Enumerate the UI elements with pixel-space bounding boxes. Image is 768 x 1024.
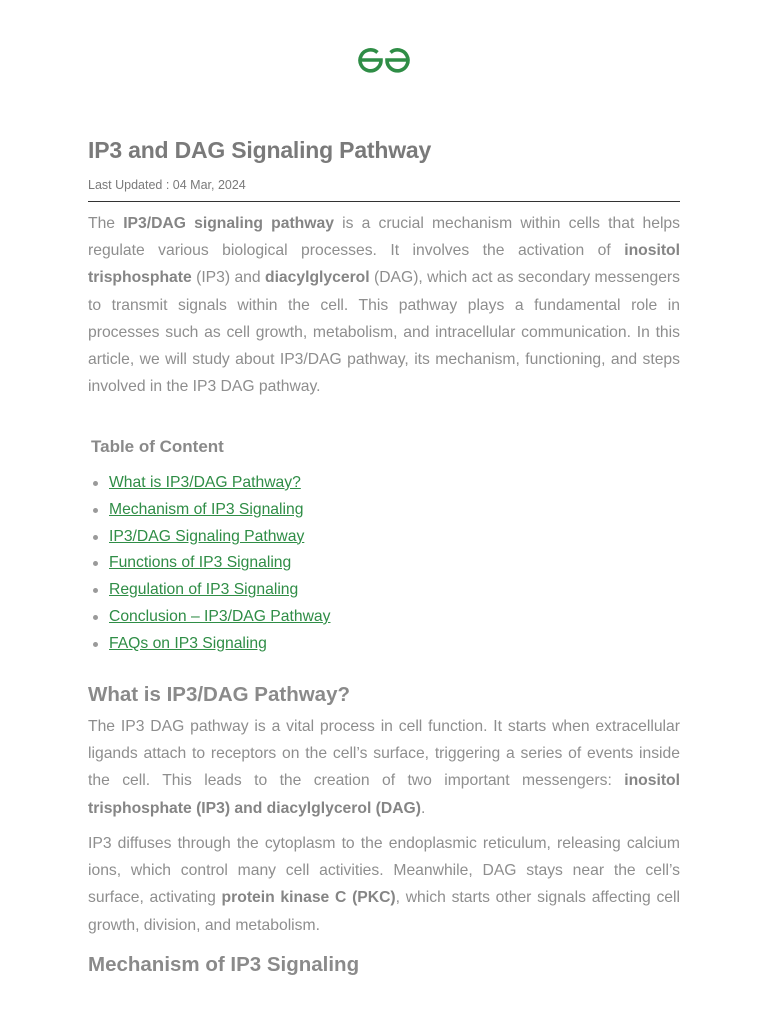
article-title: IP3 and DAG Signaling Pathway [88,137,432,163]
toc-item [109,497,330,524]
bold-term: protein kinase C (PKC) [221,889,396,907]
toc-item [109,631,330,658]
title-divider [88,201,680,202]
toc-title: Table of Content [91,437,224,456]
geeksforgeeks-logo-icon[interactable] [356,44,412,76]
text-run: (DAG), which act as secondary messengers to transmit signals within the cell. This pathway plays a fundamental role in processes such as cell growth, metabolism, and intracellular communication. In this article, we will study about IP3/DAG pathway, its mechanism, functioning, and steps involved in the IP3 DAG pathway. [88,269,681,396]
toc-item [109,524,330,551]
toc-link-what-is[interactable]: What is IP3/DAG Pathway? [109,474,301,491]
intro-paragraph [88,210,680,400]
toc-link-regulation[interactable]: Regulation of IP3 Signaling [109,581,299,599]
text-run: . [420,799,426,817]
table-of-contents [88,470,330,658]
section-heading-mechanism: Mechanism of IP3 Signaling [88,953,360,976]
last-updated-date: Last Updated : 04 Mar, 2024 [88,178,246,192]
text-run: The IP3 DAG pathway is a vital process in cell function. It starts when extracellular ligands attach to receptors on the cell’s surface, triggering a series of events inside the cell. This leads to the creation of two important messengers: [88,718,680,790]
toc-link-mechanism[interactable]: Mechanism of IP3 Signaling [109,500,304,518]
section-paragraph [88,713,680,822]
text-run: is a crucial mechanism within cells that helps regulate various biological processes. It involves the activation of [88,215,680,260]
bold-term: diacylglycerol [264,269,370,287]
text-run: IP3 diffuses through the cytoplasm to the endoplasmic reticulum, releasing calcium ions, which control many cell activities. Meanwhile, DAG stays near the cell’s surface, activating [88,835,680,907]
section-heading-what-is: What is IP3/DAG Pathway? [88,683,350,706]
toc-item [109,470,330,497]
toc-item [109,604,330,631]
toc-link-faqs[interactable]: FAQs on IP3 Signaling [109,634,267,652]
toc-item [109,550,330,577]
text-run: The [88,215,124,232]
bold-term: inositol trisphosphate (IP3) and diacylglycerol (DAG) [88,772,680,817]
bold-term: inositol trisphosphate [88,242,680,287]
section-paragraph [88,830,680,939]
toc-link-functions[interactable]: Functions of IP3 Signaling [109,554,292,572]
text-run: , which starts other signals affecting cell growth, division, and metabolism. [88,889,680,934]
toc-item [109,577,330,604]
text-run: (IP3) and [191,269,265,287]
bold-term: IP3/DAG signaling pathway [123,215,334,232]
toc-link-pathway[interactable]: IP3/DAG Signaling Pathway [109,527,305,545]
toc-link-conclusion[interactable]: Conclusion – IP3/DAG Pathway [109,607,331,625]
